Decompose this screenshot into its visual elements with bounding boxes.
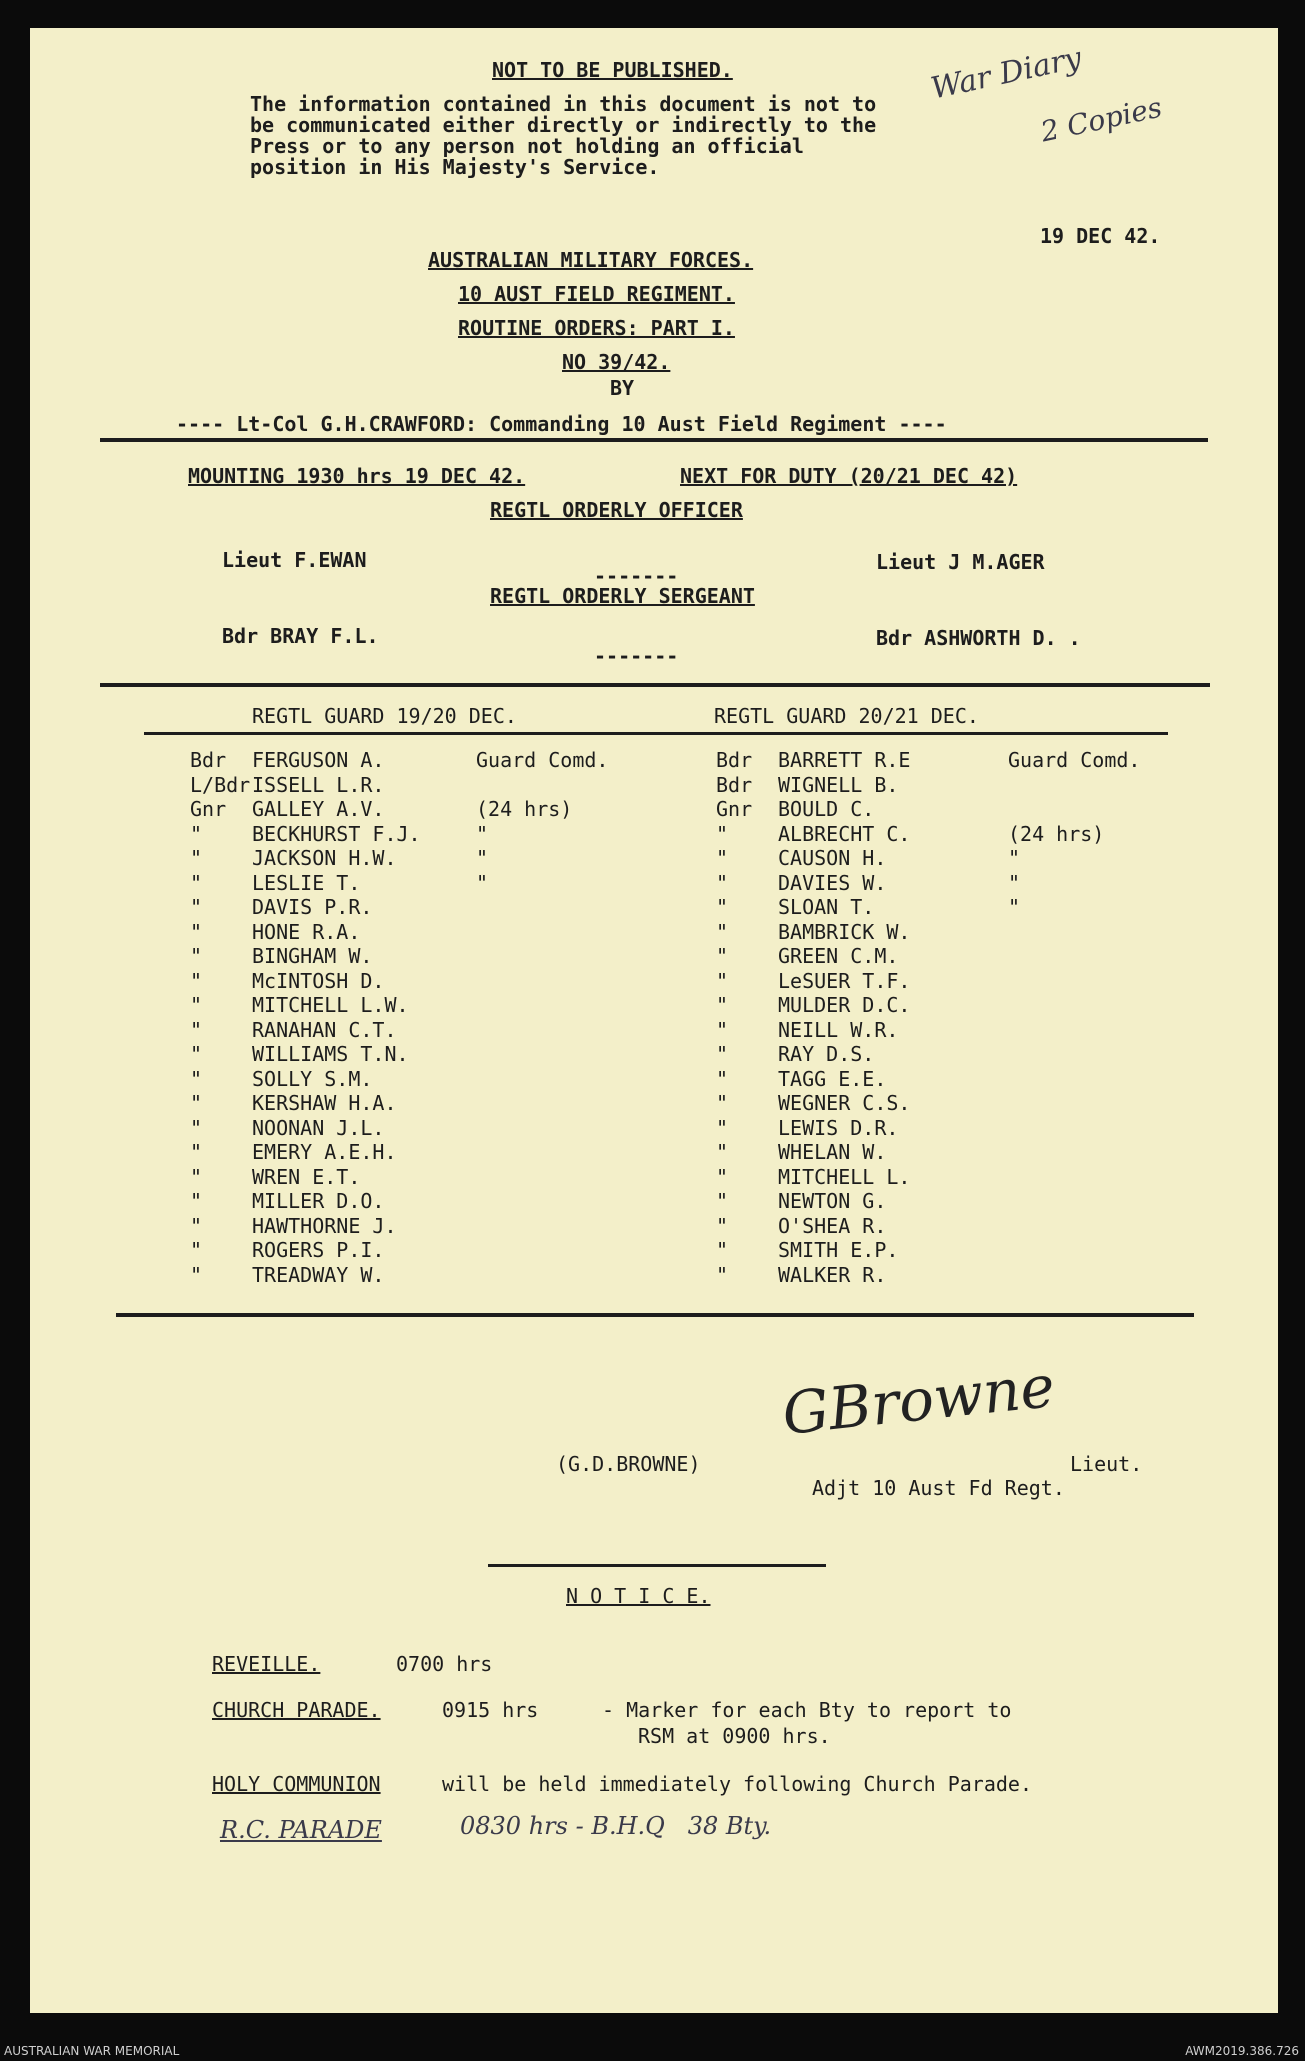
guard-rank: " [190, 1066, 203, 1091]
guard-row [190, 1165, 660, 1190]
guard-row [716, 944, 1196, 969]
church-parade-text-2: RSM at 0900 hrs. [638, 1724, 831, 1748]
guard-rank: Bdr [716, 772, 753, 797]
guard-name: ALBRECHT C. [778, 821, 911, 846]
guard-name: WIGNELL B. [778, 772, 899, 797]
guard-name: DAVIS P.R. [252, 895, 373, 919]
guard-rank: " [190, 1238, 203, 1262]
guard-row [716, 822, 1196, 847]
document-page: NOT TO BE PUBLISHED. The information contained in this document is not to be communicated either directly or indirectly to the Press or to any person not holding an official position in His Majesty's Service. 19 DEC 42. War Diary 2 Copies AUSTRALIAN MILITARY FORCES. 10 AUST FIELD REGIMENT. ROUTINE ORDERS: PART I. NO 39/42. BY ---- Lt-Col G.H.CRAWFORD: Commanding 10 Aust Field Regiment ---- MOUNTING 1930 hrs 19 DEC 42. NEXT FOR DUTY (20/21 DEC 42) REGTL ORDERLY OFFICER Lieut F.EWAN Lieut J M.AGER ------- REGTL ORDERLY SERGEANT Bdr BRAY F.L. Bdr ASHWORTH D. . ------- REGTL GUARD 19/20 DEC. REGTL GUARD 20/21 DEC. Bdr FERGUSON A. Guard Comd. L/Bdr ISSELL L.R. Gnr GALLEY A.V. (24 hrs) " BECKHURST F.J. " " JACKSON H.W. " " LESLIE T. " " DAVIS P.R. " HONE R.A. " BINGHAM W. " McINTOSH D. " MITCHELL L.W. " RANAHAN C.T. " WILLIAMS T.N. " SOLLY S.M. " KERSHAW H.A. " NOONAN J.L. " EMERY A.E.H. " WREN E.T. " MILLER D.O. " HAWTHORNE J. " ROGERS P.I. " TREADWAY W. Bdr BARRETT R.E Guard Comd. Bdr WIGNELL B. Gnr BOULD C. " ALBRECHT C. (24 hrs) " CAUSON H. " " DAVIES W. " " SLOAN T. " " BAMBRICK W. " GREEN C.M. " LeSUER T.F. " MULDER D.C. " NEILL W.R. " RAY D.S. " TAGG E.E. " WEGNER C.S. " LEWIS D.R. " WHELAN W. " MITCHELL L. " NEWTON G. " O'SHEA R. " SMITH E.P. " WALKER R. GBrowne (G.D.BROWNE) Lieut. Adjt 10 Aust Fd Regt. N O T I C E. REVEILLE. 0700 hrs CHURCH PARADE. 0915 hrs - Marker for each Bty to report to RSM at 0900 hrs. HOLY COMMUNION will be held immediately following Church Parade. R.C. PARADE 0830 hrs - B.H.Q 38 Bty. [30, 28, 1278, 2013]
guard-row [190, 920, 660, 945]
guard-rank: " [190, 846, 203, 870]
guard-row [190, 1238, 660, 1263]
guard-name: NEILL W.R. [778, 1017, 899, 1042]
guard-rank: " [190, 895, 203, 919]
handwritten-annotation-line2: 2 Copies [1037, 90, 1165, 149]
guard-rank: L/Bdr [190, 772, 251, 797]
commander-rule [100, 438, 1208, 442]
guard-rank: Gnr [716, 797, 753, 821]
guard-name: BECKHURST F.J. [252, 821, 421, 846]
guard-row [190, 1263, 660, 1288]
guard-rank: Bdr [716, 748, 753, 772]
orderly-sergeant-next: Bdr ASHWORTH D. . [876, 626, 1081, 650]
duty-rule [100, 683, 1210, 687]
guard-rank: " [190, 821, 203, 846]
guard-rank: " [716, 1042, 729, 1066]
guard-rank: " [190, 1017, 203, 1042]
guard-row [190, 1042, 660, 1067]
guard-rank: " [716, 895, 729, 919]
guard-row [716, 993, 1196, 1018]
guard-row [716, 895, 1196, 920]
guard-name: GALLEY A.V. [252, 797, 385, 821]
by-line: BY [610, 376, 635, 400]
guard-name: LEWIS D.R. [778, 1115, 899, 1140]
orders-heading: ROUTINE ORDERS: PART I. [458, 316, 735, 340]
guard-name: JACKSON H.W. [252, 846, 397, 870]
footer-accession: AWM2019.386.726 [1185, 2044, 1299, 2058]
guard-note: " [1008, 870, 1021, 895]
guard-name: WILLIAMS T.N. [252, 1042, 409, 1066]
guard-row [716, 748, 1196, 773]
guard-row [716, 871, 1196, 896]
guard-name: MITCHELL L. [778, 1164, 911, 1189]
guard-row [190, 1091, 660, 1116]
guard-name: NEWTON G. [778, 1189, 887, 1213]
restriction-title: NOT TO BE PUBLISHED. [492, 58, 733, 82]
guard-rank: " [190, 919, 203, 944]
guard-row [716, 846, 1196, 871]
guard-rank: Bdr [190, 748, 227, 772]
guard-row [716, 1140, 1196, 1165]
guard-rank: " [190, 1213, 203, 1238]
orderly-sergeant-current: Bdr BRAY F.L. [222, 624, 379, 648]
guard-rank: " [190, 1140, 203, 1164]
church-parade-time: 0915 hrs [442, 1698, 539, 1722]
guard-row [190, 871, 660, 896]
guard-row [716, 1263, 1196, 1288]
guard-name: WEGNER C.S. [778, 1091, 911, 1115]
guard-rank: " [716, 1213, 729, 1238]
guard-rank: " [716, 944, 729, 968]
guard-row [716, 1018, 1196, 1043]
guard-heading-rule [144, 732, 1168, 735]
guard-rank: " [190, 1042, 203, 1066]
guard-row [190, 1018, 660, 1043]
org-heading: AUSTRALIAN MILITARY FORCES. [428, 248, 754, 272]
document-date: 19 DEC 42. [1040, 224, 1161, 248]
guard-row [716, 773, 1196, 798]
guard-name: BARRETT R.E [778, 748, 911, 772]
guard-rank: " [190, 1115, 203, 1140]
guard-name: SLOAN T. [778, 895, 875, 919]
guard-name: WALKER R. [778, 1262, 887, 1287]
guard-name: McINTOSH D. [252, 968, 385, 993]
church-parade-label: CHURCH PARADE. [212, 1698, 381, 1722]
guard-row [190, 797, 660, 822]
footer-credit: AUSTRALIAN WAR MEMORIAL [4, 2044, 180, 2058]
guard-rank: " [716, 1189, 729, 1213]
guard-row [716, 1091, 1196, 1116]
guard-row [190, 1116, 660, 1141]
guard-right-heading: REGTL GUARD 20/21 DEC. [714, 704, 979, 728]
rc-parade-text: 0830 hrs - B.H.Q 38 Bty. [460, 1812, 772, 1840]
guard-name: HONE R.A. [252, 919, 361, 944]
guard-name: WHELAN W. [778, 1140, 887, 1164]
guard-name: LeSUER T.F. [778, 968, 911, 993]
guard-name: NOONAN J.L. [252, 1115, 385, 1140]
guard-name: KERSHAW H.A. [252, 1091, 397, 1115]
guard-row [190, 993, 660, 1018]
guard-name: WREN E.T. [252, 1164, 361, 1189]
guard-name: BINGHAM W. [252, 944, 373, 968]
guard-row [716, 1214, 1196, 1239]
guard-rank: " [716, 1262, 729, 1287]
guard-row [716, 1189, 1196, 1214]
reveille-time: 0700 hrs [396, 1652, 493, 1676]
guard-name: TAGG E.E. [778, 1066, 887, 1091]
holy-communion-label: HOLY COMMUNION [212, 1772, 381, 1796]
guard-row [716, 1042, 1196, 1067]
guard-right-list [716, 748, 1196, 1287]
guard-note: Guard Comd. [1008, 748, 1141, 772]
guard-rank: " [716, 1115, 729, 1140]
guard-rank: " [716, 968, 729, 993]
orders-number: NO 39/42. [562, 350, 671, 374]
signature-script: GBrowne [779, 1351, 1058, 1449]
guard-rank: " [716, 1140, 729, 1164]
guard-rank: " [716, 1238, 729, 1262]
guard-note: " [476, 846, 489, 870]
orderly-sergeant-heading: REGTL ORDERLY SERGEANT [490, 584, 755, 608]
notice-title: N O T I C E. [566, 1584, 711, 1608]
guard-name: GREEN C.M. [778, 944, 899, 968]
holy-communion-text: will be held immediately following Church Parade. [442, 1772, 1033, 1796]
guard-rank: Gnr [190, 797, 227, 821]
guard-rank: " [716, 993, 729, 1017]
guard-rank: " [190, 1091, 203, 1115]
guard-row [716, 1067, 1196, 1092]
orderly-officer-heading: REGTL ORDERLY OFFICER [490, 498, 743, 522]
guard-name: RANAHAN C.T. [252, 1017, 397, 1042]
guard-rank: " [190, 1189, 203, 1213]
guard-note: " [476, 821, 489, 846]
guard-row [190, 748, 660, 773]
guard-rank: " [716, 1091, 729, 1115]
guard-note: " [476, 870, 489, 895]
commander-line: ---- Lt-Col G.H.CRAWFORD: Commanding 10 Aust Field Regiment ---- [176, 412, 947, 436]
reveille-label: REVEILLE. [212, 1652, 321, 1676]
rc-parade-label: R.C. PARADE [220, 1816, 382, 1844]
guard-name: BAMBRICK W. [778, 919, 911, 944]
guard-name: HAWTHORNE J. [252, 1213, 397, 1238]
guard-rank: " [190, 870, 203, 895]
guard-note: (24 hrs) [1008, 821, 1105, 846]
guard-name: ROGERS P.I. [252, 1238, 385, 1262]
guard-name: MULDER D.C. [778, 993, 911, 1017]
guard-rank: " [716, 1066, 729, 1091]
guard-name: CAUSON H. [778, 846, 887, 870]
guard-left-heading: REGTL GUARD 19/20 DEC. [252, 704, 517, 728]
notice-top-rule [488, 1564, 826, 1567]
orderly-officer-next: Lieut J M.AGER [876, 550, 1045, 574]
guard-left-list [190, 748, 660, 1287]
guard-row [716, 797, 1196, 822]
guard-note: Guard Comd. [476, 748, 609, 772]
guard-row [190, 846, 660, 871]
guard-name: LESLIE T. [252, 870, 361, 895]
guard-row [716, 969, 1196, 994]
guard-note: (24 hrs) [476, 797, 573, 821]
guard-name: O'SHEA R. [778, 1213, 887, 1238]
guard-name: TREADWAY W. [252, 1262, 385, 1287]
guard-rank: " [716, 821, 729, 846]
guard-name: ISSELL L.R. [252, 772, 385, 797]
guard-name: MILLER D.O. [252, 1189, 385, 1213]
signatory-rank: Lieut. [1070, 1452, 1143, 1476]
guard-rank: " [716, 919, 729, 944]
guard-row [716, 1116, 1196, 1141]
guard-name: SMITH E.P. [778, 1238, 899, 1262]
guard-name: BOULD C. [778, 797, 875, 821]
signatory-name: (G.D.BROWNE) [556, 1452, 701, 1476]
guard-row [716, 1238, 1196, 1263]
guard-rank: " [190, 993, 203, 1017]
guard-note: " [1008, 895, 1021, 919]
guard-name: SOLLY S.M. [252, 1066, 373, 1091]
guard-row [716, 920, 1196, 945]
guard-name: RAY D.S. [778, 1042, 875, 1066]
guard-rank: " [190, 968, 203, 993]
guard-rank: " [190, 1262, 203, 1287]
guard-row [716, 1165, 1196, 1190]
guard-rank: " [716, 870, 729, 895]
guard-row [190, 773, 660, 798]
guard-row [190, 969, 660, 994]
guard-row [190, 1214, 660, 1239]
guard-rank: " [716, 1017, 729, 1042]
guard-row [190, 1067, 660, 1092]
next-for-duty-line: NEXT FOR DUTY (20/21 DEC 42) [680, 464, 1018, 488]
orderly-officer-current: Lieut F.EWAN [222, 548, 367, 572]
guard-row [190, 944, 660, 969]
guard-rank: " [716, 1164, 729, 1189]
guard-name: DAVIES W. [778, 870, 887, 895]
separator-dashes-2: ------- [594, 644, 679, 668]
guard-name: MITCHELL L.W. [252, 993, 409, 1017]
mounting-line: MOUNTING 1930 hrs 19 DEC 42. [188, 464, 526, 488]
guard-rank: " [190, 944, 203, 968]
handwritten-annotation-line1: War Diary [927, 40, 1085, 107]
guard-row [190, 895, 660, 920]
signatory-appointment: Adjt 10 Aust Fd Regt. [812, 1476, 1065, 1500]
guard-row [190, 1189, 660, 1214]
guard-row [190, 822, 660, 847]
guard-rank: " [190, 1164, 203, 1189]
guard-name: FERGUSON A. [252, 748, 385, 772]
unit-heading: 10 AUST FIELD REGIMENT. [458, 282, 735, 306]
guard-rank: " [716, 846, 729, 870]
guard-rule [116, 1313, 1194, 1317]
church-parade-text-1: - Marker for each Bty to report to [602, 1698, 1012, 1722]
guard-name: EMERY A.E.H. [252, 1140, 397, 1164]
guard-row [190, 1140, 660, 1165]
guard-note: " [1008, 846, 1021, 870]
separator-dashes: ------- [594, 564, 679, 588]
